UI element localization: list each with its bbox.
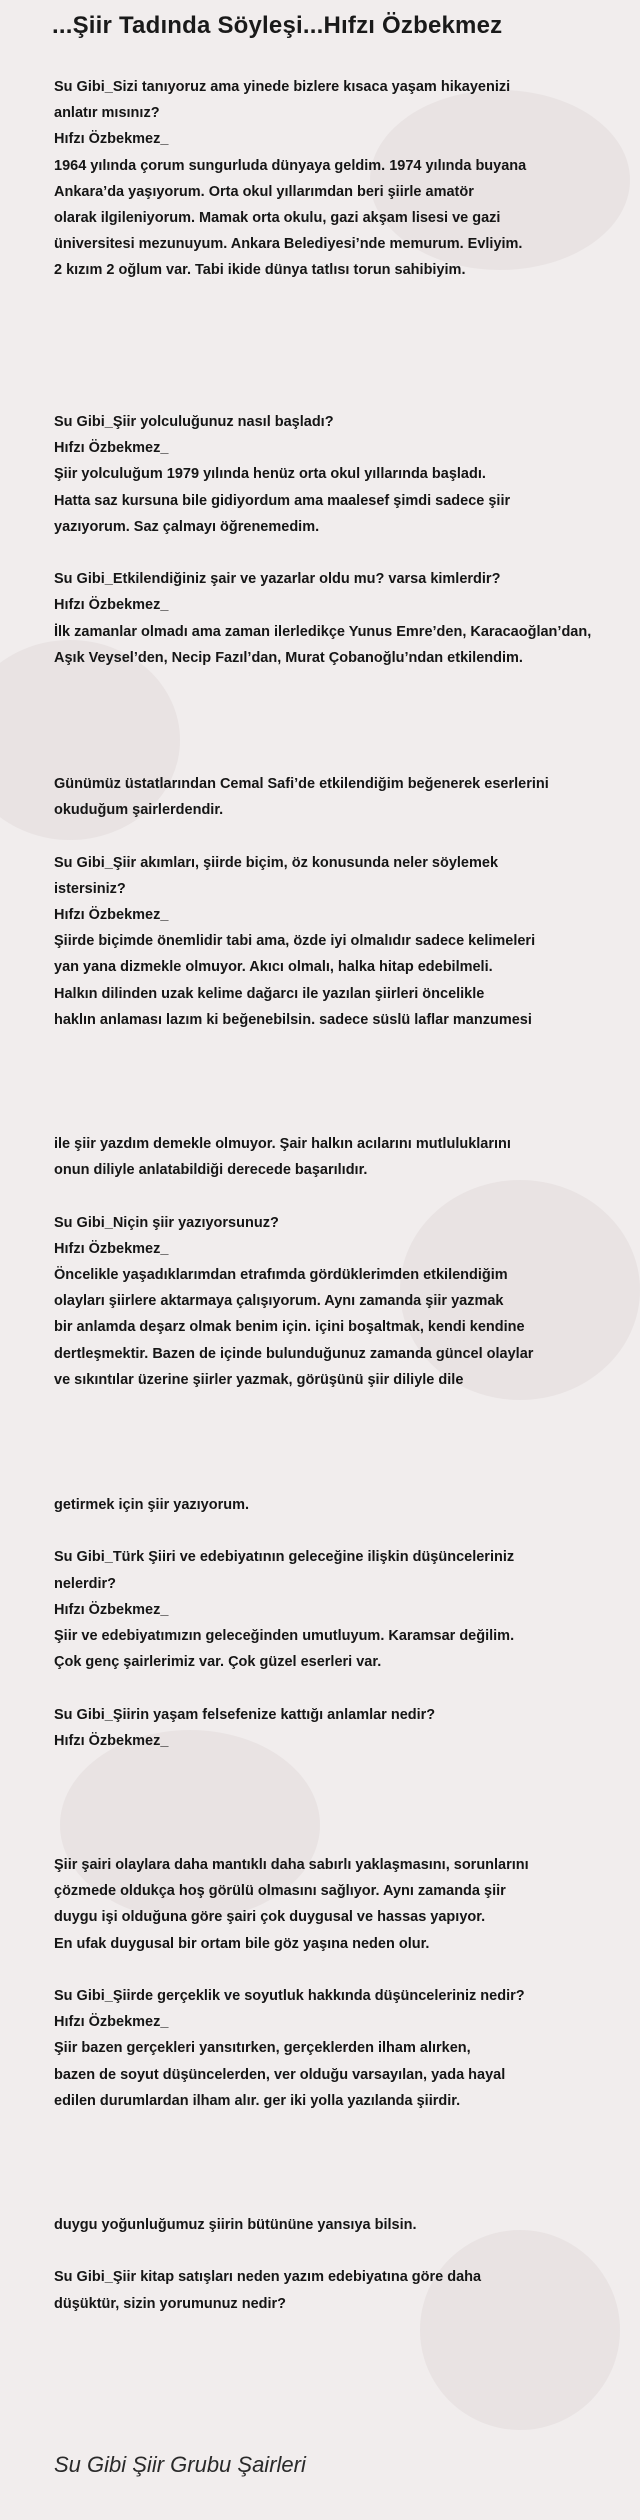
blank-line — [54, 1183, 533, 1209]
text-line: Şiir yolculuğum 1979 yılında henüz orta okul yıllarında başladı. — [54, 466, 486, 483]
text-line: Günümüz üstatlarından Cemal Safi’de etkilendiğim beğenerek eserlerini — [54, 776, 549, 792]
blank-line — [54, 540, 591, 566]
text-block-7 — [54, 2212, 481, 2317]
text-line: olarak ilgileniyorum. Mamak orta okulu, gazi akşam lisesi ve gazi — [54, 210, 501, 227]
text-line: bazen de soyut düşüncelerden, ver olduğu varsayılan, yada hayal — [54, 2066, 506, 2083]
text-line: Su Gibi_Şiirin yaşam felsefenize kattığı anlamlar nedir? — [54, 1706, 436, 1723]
text-line: Hıfzı Özbekmez_ — [54, 2014, 169, 2031]
text-line: duygu işi olduğuna göre şairi çok duygusal ve hassas yapıyor. — [54, 1909, 486, 1926]
text-line: Hıfzı Özbekmez_ — [54, 1732, 169, 1749]
text-line: Su Gibi_Şiir kitap satışları neden yazım edebiyatına göre daha — [54, 2269, 482, 2286]
text-line: Şiir ve edebiyatımızın geleceğinden umutluyum. Karamsar değilim. — [54, 1628, 515, 1644]
text-line: Hatta saz kursuna bile gidiyordum ama maalesef şimdi sadece şiir — [54, 492, 511, 509]
text-line: Ankara’da yaşıyorum. Orta okul yıllarımdan beri şiirle amatör — [54, 183, 474, 200]
text-line: bir anlamda deşarz olmak benim için. içini boşaltmak, kendi kendine — [54, 1319, 525, 1336]
text-line: nelerdir? — [54, 1575, 117, 1592]
blank-line — [54, 1518, 514, 1544]
text-line: Hıfzı Özbekmez_ — [54, 1240, 169, 1257]
text-line: Şiirde biçimde önemlidir tabi ama, özde iyi olmalıdır sadece kelimeleri — [54, 933, 536, 950]
text-line: duygu yoğunluğumuz şiirin bütününe yansıya bilsin. — [54, 2217, 417, 2233]
blank-line — [54, 2238, 481, 2264]
text-line: istersiniz? — [54, 880, 126, 897]
text-line: 2 kızım 2 oğlum var. Tabi ikide dünya tatlısı torun sahibiyim. — [54, 262, 466, 279]
text-line: Su Gibi_Etkilendiğiniz şair ve yazarlar oldu mu? varsa kimlerdir? — [54, 571, 501, 588]
text-line: okuduğum şairlerdendir. — [54, 802, 224, 819]
text-line: Su Gibi_Sizi tanıyoruz ama yinede bizlere kısaca yaşam hikayenizi — [54, 79, 511, 95]
text-line: dertleşmektir. Bazen de içinde bulunduğunuz zamanda güncel olaylar — [54, 1345, 534, 1362]
text-block-4 — [54, 1131, 533, 1393]
text-line: Öncelikle yaşadıklarımdan etrafımda gördüklerimden etkilendiğim — [54, 1267, 508, 1283]
text-block-6 — [54, 1852, 529, 2114]
text-line: Su Gibi_Türk Şiiri ve edebiyatının geleceğine ilişkin düşünceleriniz — [54, 1549, 515, 1566]
text-block-5 — [54, 1492, 514, 1754]
text-line: anlatır mısınız? — [54, 105, 160, 122]
text-line: getirmek için şiir yazıyorum. — [54, 1497, 250, 1513]
blank-line — [54, 823, 549, 849]
text-line: onun diliyle anlatabildiği derecede başarılıdır. — [54, 1162, 368, 1179]
text-line: Su Gibi_Şiir yolculuğunuz nasıl başladı? — [54, 414, 334, 430]
text-line: Su Gibi_Şiirde gerçeklik ve soyutluk hakkında düşünceleriniz nedir? — [54, 1988, 525, 2004]
text-line: Şiir bazen gerçekleri yansıtırken, gerçeklerden ilham alırken, — [54, 2040, 471, 2057]
text-line: Aşık Veysel’den, Necip Fazıl’dan, Murat Çobanoğlu’ndan etkilendim. — [54, 649, 523, 666]
text-line: En ufak duygusal bir ortam bile göz yaşına neden olur. — [54, 1935, 430, 1952]
text-line: Hıfzı Özbekmez_ — [54, 131, 169, 148]
text-line: Su Gibi_Niçin şiir yazıyorsunuz? — [54, 1214, 279, 1231]
text-line: üniversitesi mezunuyum. Ankara Belediyesi’nde memurum. Evliyim. — [54, 236, 523, 253]
text-line: Hıfzı Özbekmez_ — [54, 907, 169, 923]
text-line: çözmede oldukça hoş görülü olmasını sağlıyor. Aynı zamanda şiir — [54, 1883, 506, 1900]
text-line: Hıfzı Özbekmez_ — [54, 440, 169, 457]
text-line: yazıyorum. Saz çalmayı öğrenemedim. — [54, 518, 320, 535]
blank-line — [54, 1675, 514, 1701]
page-title: ...Şiir Tadında Söyleşi...Hıfzı Özbekmez — [52, 12, 503, 39]
blank-line — [54, 1957, 529, 1983]
text-line: Çok genç şairlerimiz var. Çok güzel eserleri var. — [54, 1654, 382, 1671]
text-block-1 — [54, 74, 526, 284]
text-line: Su Gibi_Şiir akımları, şiirde biçim, öz konusunda neler söylemek — [54, 854, 499, 871]
text-line: Hıfzı Özbekmez_ — [54, 597, 169, 614]
text-line: 1964 yılında çorum sungurluda dünyaya geldim. 1974 yılında buyana — [54, 157, 527, 174]
text-line: edilen durumlardan ilham alır. ger iki yolla yazılanda şiirdir. — [54, 2092, 461, 2109]
text-line: ile şiir yazdım demekle olmuyor. Şair halkın acılarını mutluluklarını — [54, 1136, 511, 1152]
text-line: İlk zamanlar olmadı ama zaman ilerledikçe Yunus Emre’den, Karacaoğlan’dan, — [54, 623, 592, 640]
text-block-2 — [54, 409, 591, 671]
text-line: Halkın dilinden uzak kelime dağarcı ile yazılan şiirleri öncelikle — [54, 985, 485, 1002]
text-line: Hıfzı Özbekmez_ — [54, 1601, 169, 1618]
text-line: olayları şiirlere aktarmaya çalışıyorum. Aynı zamanda şiir yazmak — [54, 1293, 504, 1310]
text-line: yan yana dizmekle olmuyor. Akıcı olmalı, halka hitap edebilmeli. — [54, 959, 493, 976]
text-line: haklın anlaması lazım ki beğenebilsin. sadece süslü laflar manzumesi — [54, 1011, 532, 1028]
footer-credit: Su Gibi Şiir Grubu Şairleri — [54, 2452, 306, 2477]
text-line: ve sıkıntılar üzerine şiirler yazmak, görüşünü şiir diliyle dile — [54, 1371, 464, 1388]
text-block-3 — [54, 771, 549, 1033]
text-line: Şiir şairi olaylara daha mantıklı daha sabırlı yaklaşmasını, sorunlarını — [54, 1857, 529, 1873]
text-line: düşüktür, sizin yorumunuz nedir? — [54, 2295, 287, 2312]
